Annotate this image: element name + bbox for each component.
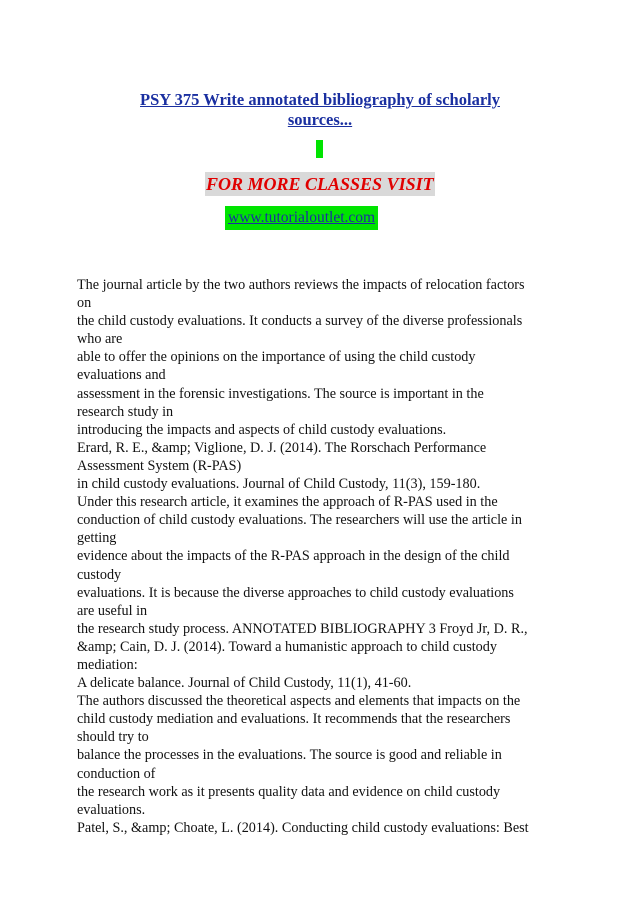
body-text xyxy=(77,276,577,837)
more-classes-banner: FOR MORE CLASSES VISIT xyxy=(206,174,434,194)
body-line: the research work as it presents quality data and evidence on child custody xyxy=(77,783,501,800)
body-line: who are xyxy=(77,331,123,348)
body-line: research study in xyxy=(77,403,174,420)
body-line: getting xyxy=(77,530,117,547)
title-line-2[interactable]: sources... xyxy=(287,110,353,129)
body-line: should try to xyxy=(77,729,149,746)
body-line: are useful in xyxy=(77,602,148,619)
body-line: The journal article by the two authors reviews the impacts of relocation factors xyxy=(77,277,525,293)
body-line: Erard, R. E., &amp; Viglione, D. J. (2014). The Rorschach Performance xyxy=(77,439,487,456)
body-line: able to offer the opinions on the importance of using the child custody xyxy=(77,349,476,366)
body-line: balance the processes in the evaluations. The source is good and reliable in xyxy=(77,747,502,764)
body-line: conduction of child custody evaluations. The researchers will use the article in xyxy=(77,512,522,529)
website-link[interactable]: www.tutorialoutlet.com xyxy=(225,206,378,230)
body-line: Under this research article, it examines the approach of R-PAS used in the xyxy=(77,494,498,511)
body-line: custody xyxy=(77,566,122,583)
body-line: &amp; Cain, D. J. (2014). Toward a humanistic approach to child custody xyxy=(77,638,497,655)
body-line: evidence about the impacts of the R-PAS approach in the design of the child xyxy=(77,548,510,565)
document-title[interactable] xyxy=(100,90,540,130)
body-line: assessment in the forensic investigations. The source is important in the xyxy=(77,385,484,402)
body-line: the research study process. ANNOTATED BIBLIOGRAPHY 3 Froyd Jr, D. R., xyxy=(77,620,528,637)
green-highlight-marker xyxy=(316,140,323,158)
body-line: conduction of xyxy=(77,765,156,782)
body-line: child custody mediation and evaluations. It recommends that the researchers xyxy=(77,711,511,728)
title-line-1[interactable]: PSY 375 Write annotated bibliography of scholarly xyxy=(140,90,500,109)
body-line: evaluations. xyxy=(77,801,146,818)
body-line: introducing the impacts and aspects of child custody evaluations. xyxy=(77,421,447,438)
body-line: evaluations. It is because the diverse approaches to child custody evaluations xyxy=(77,584,514,601)
body-line: on xyxy=(77,295,92,312)
body-line: Assessment System (R-PAS) xyxy=(77,457,242,474)
body-line: The authors discussed the theoretical aspects and elements that impacts on the xyxy=(77,693,521,710)
body-line: in child custody evaluations. Journal of Child Custody, 11(3), 159-180. xyxy=(77,476,481,493)
body-line: mediation: xyxy=(77,656,138,673)
body-line: Patel, S., &amp; Choate, L. (2014). Conducting child custody evaluations: Best xyxy=(77,819,529,836)
body-line: evaluations and xyxy=(77,367,166,384)
body-line: A delicate balance. Journal of Child Custody, 11(1), 41-60. xyxy=(77,675,412,692)
body-line: the child custody evaluations. It conducts a survey of the diverse professionals xyxy=(77,313,523,330)
